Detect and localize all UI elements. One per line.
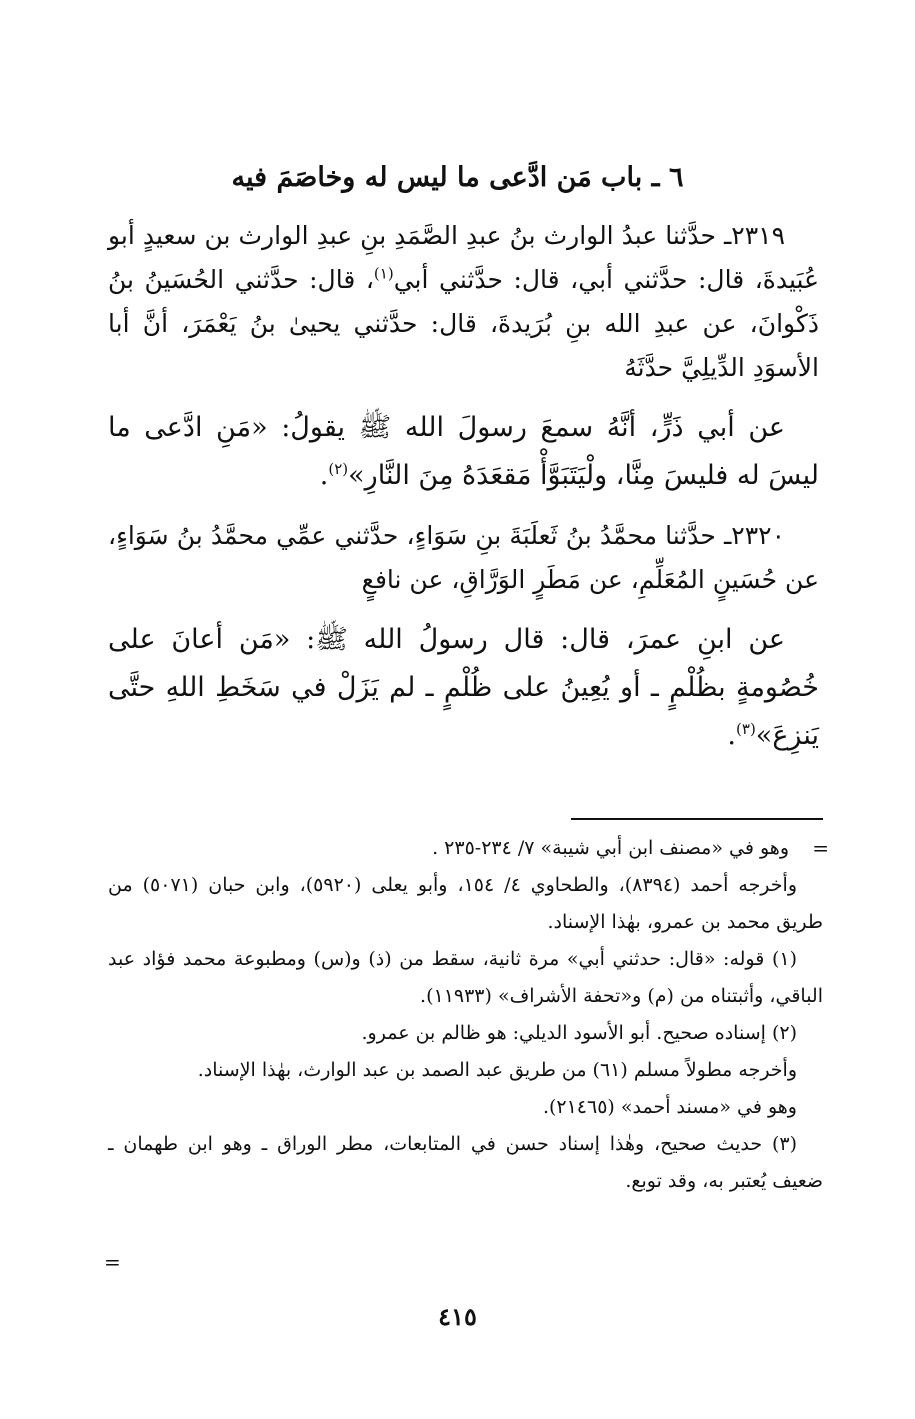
page-number: ٤١٥ bbox=[438, 1302, 477, 1331]
footnote-3: (٣) حديث صحيح، وهٰذا إسناد حسن في المتابعات، مطر الوراق ـ وهو ابن طهمان ـ ضعيف يُعتبر به، وقد توبع. bbox=[108, 1133, 823, 1192]
hadith-2319-matn bbox=[108, 404, 819, 500]
continuation-mark-bottom: = bbox=[104, 1250, 121, 1274]
footnote-ref-3: (٣) bbox=[736, 720, 756, 738]
main-text bbox=[108, 214, 819, 760]
footnote-ref-2: (٢) bbox=[328, 460, 349, 478]
footnote-separator bbox=[571, 818, 823, 820]
hadith-2319-isnad-rest: ، قال: حدَّثني الحُسَينُ بنُ ذَكْوانَ، عن عبدِ الله بنِ بُرَيدةَ، قال: حدَّثني يحيىٰ بنُ يَعْمَرَ، أنَّ أبا الأسوَدِ الدِّيلِيَّ حدَّثَهُ bbox=[108, 265, 819, 382]
hadith-2319-isnad-text: ٢٣١٩ـ حدَّثنا عبدُ الوارث بنُ عبدِ الصَّمَدِ بنِ عبدِ الوارث بن سعيدٍ أبو عُبَيدةَ، قال: حدَّثني أبي، قال: حدَّثني أبي bbox=[108, 221, 819, 294]
footnote-2-source: وهو في «مسند أحمد» (٢١٤٦٥). bbox=[542, 1096, 797, 1118]
footnote-2: (٢) إسناده صحيح. أبو الأسود الديلي: هو ظالم بن عمرو. bbox=[361, 1022, 797, 1044]
hadith-2319-matn-end: . bbox=[319, 460, 329, 491]
footnote-ref-1: (١) bbox=[373, 264, 394, 283]
hadith-2320-matn-end: . bbox=[727, 720, 737, 751]
hadith-2319-isnad bbox=[108, 214, 819, 390]
footnote-continued-2: وأخرجه أحمد (٨٣٩٤)، والطحاوي ٤/ ١٥٤، وأبو يعلى (٥٩٢٠)، وابن حبان (٥٠٧١) من طريق محمد بن عمرو، بهٰذا الإسناد. bbox=[108, 874, 823, 933]
chapter-heading: ٦ ـ باب مَن ادَّعى ما ليس له وخاصَمَ فيه bbox=[231, 162, 684, 193]
hadith-2320-matn-text: عن ابنِ عمرَ، قال: قال رسولُ الله ﷺ: «مَن أعانَ على خُصُومةٍ بظُلْمٍ ـ أو يُعِينُ على ظُلْمٍ ـ لم يَزَلْ في سَخَطِ اللهِ حتَّى يَنزِعَ» bbox=[108, 624, 819, 751]
continuation-mark-top: = bbox=[812, 836, 829, 860]
footnote-continued-1: وهو في «مصنف ابن أبي شيبة» ٧/ ٢٣٤-٢٣٥ . bbox=[432, 837, 789, 859]
footnote-1: (١) قوله: «قال: حدثني أبي» مرة ثانية، سقط من (ذ) و(س) ومطبوعة محمد فؤاد عبد الباقي، وأثبتناه من (م) و«تحفة الأشراف» (١١٩٣٣). bbox=[108, 948, 823, 1007]
footnote-2-continued: وأخرجه مطولاً مسلم (٦١) من طريق عبد الصمد بن عبد الوارث، بهٰذا الإسناد. bbox=[197, 1059, 797, 1081]
hadith-2320-isnad: ٢٣٢٠ـ حدَّثنا محمَّدُ بنُ ثَعلَبَةَ بنِ سَوَاءٍ، حدَّثني عمِّي محمَّدُ بنُ سَوَاءٍ، عن حُسَينٍ المُعَلِّمِ، عن مَطَرٍ الوَرَّاقِ، عن نافعٍ bbox=[108, 521, 819, 594]
footnotes bbox=[108, 830, 823, 1200]
hadith-2319-matn-text: عن أبي ذَرٍّ، أنَّهُ سمعَ رسولَ الله ﷺ يقولُ: «مَنِ ادَّعى ما ليسَ له فليسَ مِنَّا، ولْيَتَبَوَّأْ مَقعَدَهُ مِنَ النَّارِ» bbox=[108, 412, 819, 491]
hadith-2320-matn bbox=[108, 616, 819, 760]
